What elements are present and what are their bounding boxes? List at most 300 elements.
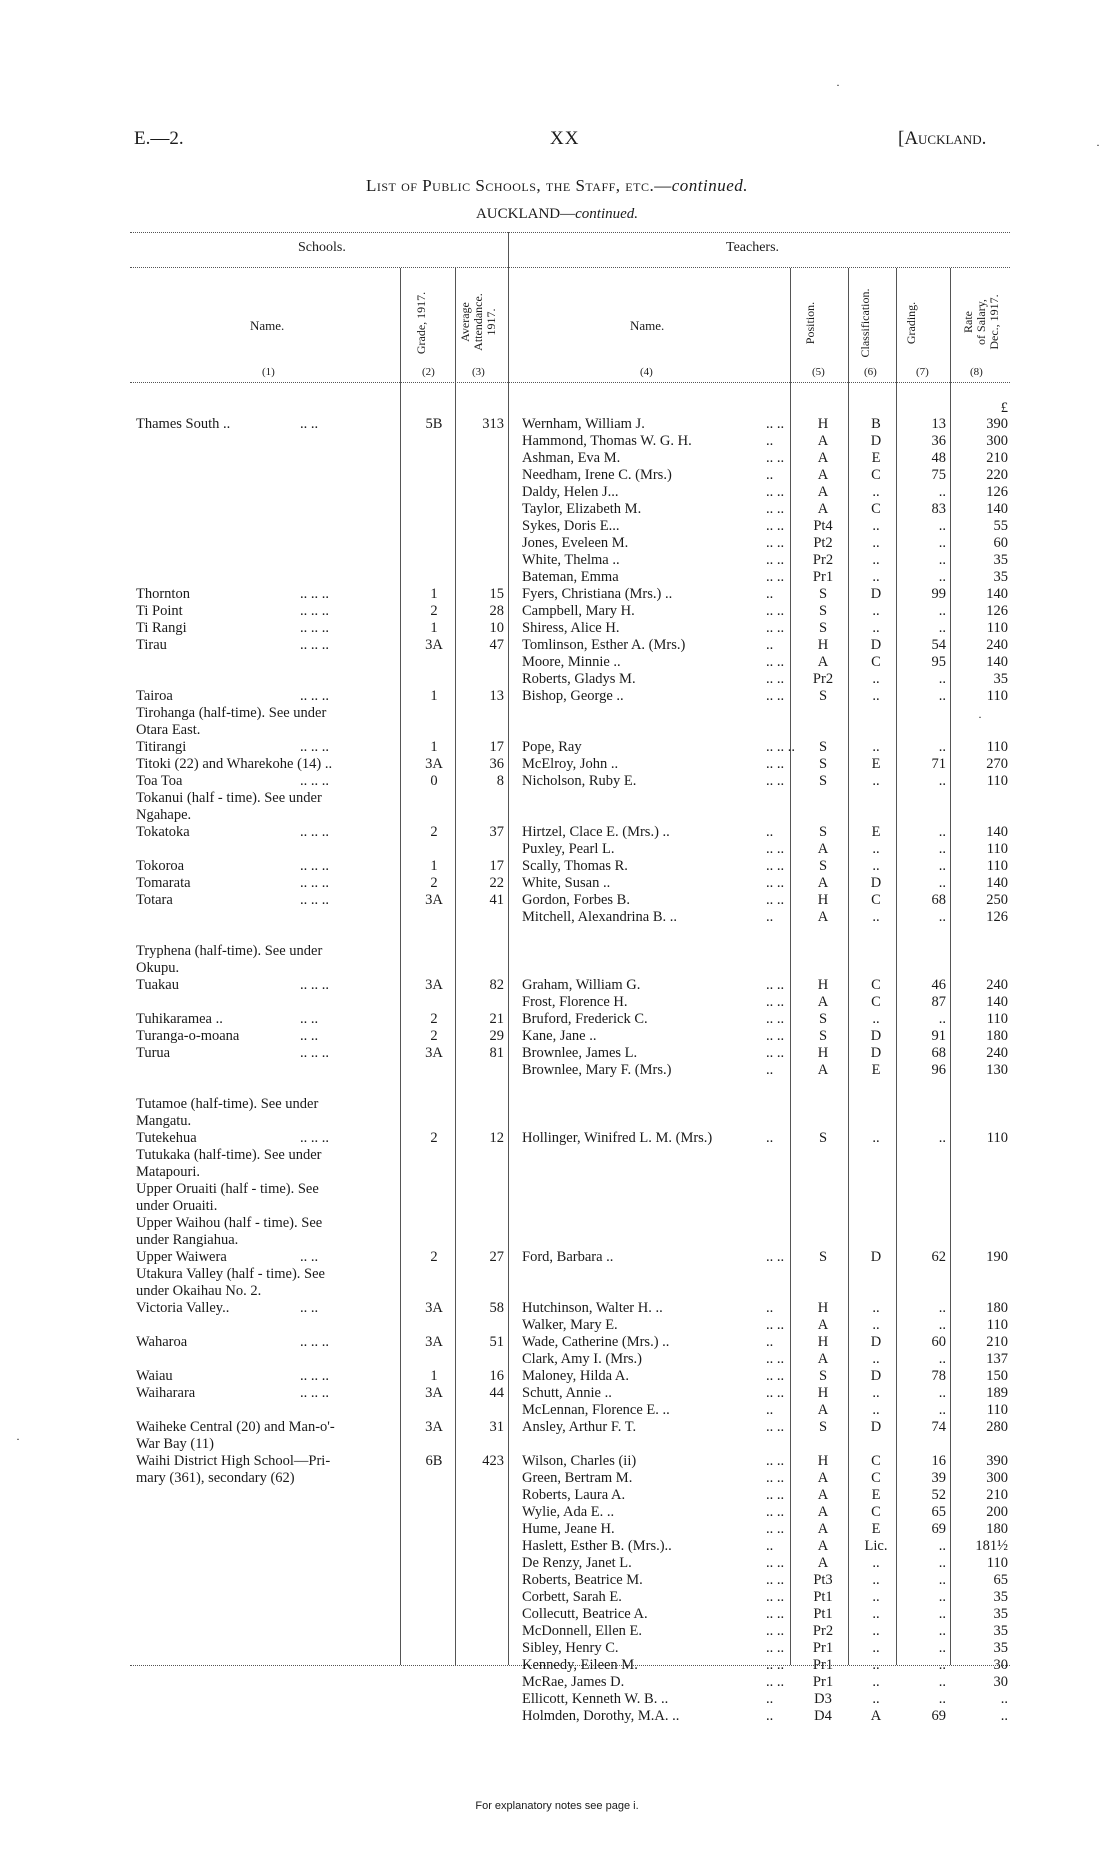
teacher-name: Needham, Irene C. (Mrs.) (522, 467, 672, 483)
classification-value: C (871, 892, 881, 908)
attendance-value: 44 (489, 1385, 504, 1401)
grading-value: .. (938, 1351, 946, 1367)
column-number: (3) (472, 366, 485, 378)
table-row (0, 1521, 1114, 1538)
teacher-name: Ford, Barbara .. (522, 1249, 614, 1265)
leader-dots: .. .. (766, 416, 785, 432)
leader-dots: .. .. (766, 603, 785, 619)
grading-value: 52 (931, 1487, 946, 1503)
table-row (0, 1691, 1114, 1708)
teacher-name: Ashman, Eva M. (522, 450, 621, 466)
grading-value: .. (938, 875, 946, 891)
school-leader-dots: .. .. .. (300, 620, 329, 636)
school-name: Upper Oruaiti (half - time). See (136, 1181, 319, 1197)
position-value: H (817, 1300, 829, 1316)
table-row (0, 1028, 1114, 1045)
leader-dots: .. .. (766, 1249, 785, 1265)
classification-value: .. (872, 1300, 880, 1316)
salary-value: 110 (986, 1402, 1008, 1418)
teacher-name: Hirtzel, Clace E. (Mrs.) .. (522, 824, 670, 840)
table-row (0, 858, 1114, 875)
school-leader-dots: .. .. (300, 416, 319, 432)
teacher-name: Tomlinson, Esther A. (Mrs.) (522, 637, 686, 653)
classification-value: C (871, 1470, 881, 1486)
classification-value: C (871, 1504, 881, 1520)
position-value: S (818, 1028, 828, 1044)
position-value: A (817, 501, 829, 517)
school-leader-dots: .. .. (300, 1249, 319, 1265)
teacher-name: Roberts, Beatrice M. (522, 1572, 643, 1588)
position-heading: Position. (803, 301, 817, 345)
grading-value: .. (938, 603, 946, 619)
salary-value: .. (1000, 1708, 1008, 1724)
teacher-name: Hutchinson, Walter H. .. (522, 1300, 663, 1316)
teacher-name: Holmden, Dorothy, M.A. .. (522, 1708, 680, 1724)
table-row (0, 909, 1114, 926)
position-value: S (818, 1249, 828, 1265)
position-value: Pt1 (813, 1589, 833, 1605)
leader-dots: .. .. (766, 1657, 785, 1673)
grading-value: 87 (931, 994, 946, 1010)
school-leader-dots: .. .. .. (300, 1385, 329, 1401)
table-row (0, 773, 1114, 790)
school-name: Tokanui (half - time). See under (136, 790, 322, 806)
salary-value: 110 (986, 620, 1008, 636)
attendance-value: 15 (489, 586, 504, 602)
table-row (0, 1708, 1114, 1725)
margin-mark: · (978, 710, 982, 724)
attendance-value: 81 (489, 1045, 504, 1061)
teachers-group-heading: Teachers. (726, 240, 780, 255)
school-name: Mangatu. (136, 1113, 192, 1129)
school-leader-dots: .. .. .. (300, 977, 329, 993)
classification-value: .. (872, 1385, 880, 1401)
grade-value: 1 (430, 620, 438, 636)
attendance-value: 21 (489, 1011, 504, 1027)
school-name: Thames South .. (136, 416, 231, 432)
salary-value: 250 (986, 892, 1008, 908)
salary-value: 30 (993, 1657, 1008, 1673)
teacher-name: Scally, Thomas R. (522, 858, 628, 874)
salary-value: 30 (993, 1674, 1008, 1690)
table-row (0, 518, 1114, 535)
classification-value: Lic. (864, 1538, 888, 1554)
attendance-value: 28 (489, 603, 504, 619)
classification-value: .. (872, 484, 880, 500)
school-name: Ti Point (136, 603, 183, 619)
salary-value: 65 (993, 1572, 1008, 1588)
table-row (0, 450, 1114, 467)
classification-value: .. (872, 739, 880, 755)
salary-value: 35 (993, 671, 1008, 687)
table-row (0, 1283, 1114, 1300)
classification-value: .. (872, 671, 880, 687)
salary-value: 140 (986, 586, 1008, 602)
table-row (0, 1589, 1114, 1606)
teacher-name: Wilson, Charles (ii) (522, 1453, 637, 1469)
position-value: A (817, 1062, 829, 1078)
classification-value: D (870, 433, 882, 449)
school-name: Ti Rangi (136, 620, 187, 636)
grade-value: 2 (430, 603, 438, 619)
position-value: H (817, 1453, 829, 1469)
table-row (0, 1606, 1114, 1623)
classification-value: .. (872, 1606, 880, 1622)
table-row (0, 1623, 1114, 1640)
table-row (0, 467, 1114, 484)
grading-value: .. (938, 739, 946, 755)
salary-value: 137 (986, 1351, 1008, 1367)
position-value: A (817, 909, 829, 925)
leader-dots: .. (766, 1708, 774, 1724)
column-number: (6) (864, 366, 877, 378)
teacher-name: Daldy, Helen J... (522, 484, 619, 500)
teacher-name: McLennan, Florence E. .. (522, 1402, 670, 1418)
grading-value: 99 (931, 586, 946, 602)
salary-value: 280 (986, 1419, 1008, 1435)
position-value: Pr1 (812, 1657, 834, 1673)
table-row (0, 1317, 1114, 1334)
grading-value: .. (938, 688, 946, 704)
classification-value: E (871, 824, 881, 840)
table-row (0, 671, 1114, 688)
classification-value: .. (872, 688, 880, 704)
school-name-heading: Name. (250, 318, 285, 333)
school-name: under Oruaiti. (136, 1198, 218, 1214)
position-value: A (817, 1470, 829, 1486)
position-value: Pt1 (813, 1606, 833, 1622)
teacher-name: Gordon, Forbes B. (522, 892, 630, 908)
school-name: Upper Waiwera (136, 1249, 227, 1265)
teacher-name: Sykes, Doris E... (522, 518, 620, 534)
grade-value: 3A (425, 1300, 443, 1316)
table-row (0, 620, 1114, 637)
leader-dots: .. (766, 909, 774, 925)
teacher-name: Pope, Ray (522, 739, 582, 755)
salary-value: 181½ (975, 1538, 1008, 1554)
table-row (0, 1453, 1114, 1470)
position-value: Pr1 (812, 1640, 834, 1656)
grading-value: 16 (931, 1453, 946, 1469)
header-bottom-rule (130, 382, 1010, 383)
leader-dots: .. (766, 467, 774, 483)
school-name: Tokatoka (136, 824, 190, 840)
classification-value: .. (872, 620, 880, 636)
position-value: S (818, 858, 828, 874)
salary-value: 35 (993, 1623, 1008, 1639)
salary-value: 35 (993, 569, 1008, 585)
position-value: A (817, 841, 829, 857)
leader-dots: .. .. (766, 552, 785, 568)
leader-dots: .. .. (766, 1572, 785, 1588)
school-name: Tutukaka (half-time). See under (136, 1147, 322, 1163)
grade-value: 1 (430, 1368, 438, 1384)
salary-value: 240 (986, 637, 1008, 653)
classification-value: .. (872, 1351, 880, 1367)
leader-dots: .. .. (766, 1555, 785, 1571)
teacher-name: Jones, Eveleen M. (522, 535, 629, 551)
attendance-value: 36 (489, 756, 504, 772)
table-row (0, 705, 1114, 722)
grading-value: .. (938, 1589, 946, 1605)
grade-value: 2 (430, 875, 438, 891)
classification-value: C (871, 467, 881, 483)
teacher-name: Ansley, Arthur F. T. (522, 1419, 637, 1435)
grading-value: .. (938, 1606, 946, 1622)
position-value: A (817, 1538, 829, 1554)
margin-mark: · (1096, 138, 1100, 152)
position-value: H (817, 1334, 829, 1350)
grading-value: 96 (931, 1062, 946, 1078)
classification-value: D (870, 586, 882, 602)
grading-value: 54 (931, 637, 946, 653)
district-subtitle-text: AUCKLAND— (475, 206, 576, 222)
classification-value: .. (872, 603, 880, 619)
table-row (0, 1113, 1114, 1130)
position-value: D4 (814, 1708, 832, 1724)
list-title-text: List of Public Schools, the Staff, etc.— (365, 176, 672, 195)
school-leader-dots: .. .. (300, 1300, 319, 1316)
grading-value: 65 (931, 1504, 946, 1520)
table-row (0, 960, 1114, 977)
school-name: Matapouri. (136, 1164, 201, 1180)
position-value: A (817, 1317, 829, 1333)
school-name: Tutamoe (half-time). See under (136, 1096, 319, 1112)
attendance-value: 37 (489, 824, 504, 840)
teacher-name: Collecutt, Beatrice A. (522, 1606, 648, 1622)
salary-value: 126 (986, 484, 1008, 500)
column-number: (2) (422, 366, 435, 378)
school-name: Tutekehua (136, 1130, 197, 1146)
grade-value: 0 (430, 773, 438, 789)
school-leader-dots: .. .. .. (300, 603, 329, 619)
school-leader-dots: .. .. .. (300, 773, 329, 789)
teacher-name: Brownlee, Mary F. (Mrs.) (522, 1062, 672, 1078)
leader-dots: .. .. (766, 1317, 785, 1333)
teacher-name: Hollinger, Winifred L. M. (Mrs.) (522, 1130, 713, 1146)
leader-dots: .. (766, 824, 774, 840)
salary-value: 110 (986, 773, 1008, 789)
grading-value: .. (938, 569, 946, 585)
teacher-name: McRae, James D. (522, 1674, 625, 1690)
page-code: E.—2. (134, 128, 184, 149)
grading-value: .. (938, 1402, 946, 1418)
attendance-value: 17 (489, 858, 504, 874)
grade-value: 3A (425, 892, 443, 908)
grade-value: 3A (425, 1045, 443, 1061)
teacher-name: De Renzy, Janet L. (522, 1555, 632, 1571)
table-row (0, 1181, 1114, 1198)
school-name: Turanga-o-moana (136, 1028, 240, 1044)
school-leader-dots: .. .. .. (300, 1130, 329, 1146)
grading-value: 74 (931, 1419, 946, 1435)
attendance-value: 27 (489, 1249, 504, 1265)
table-row (0, 1164, 1114, 1181)
table-row (0, 1572, 1114, 1589)
table-row (0, 552, 1114, 569)
position-value: A (817, 1555, 829, 1571)
salary-value: 200 (986, 1504, 1008, 1520)
grading-value: 36 (931, 433, 946, 449)
teacher-name: Wylie, Ada E. .. (522, 1504, 615, 1520)
teacher-name: Wade, Catherine (Mrs.) .. (522, 1334, 670, 1350)
grading-value: 39 (931, 1470, 946, 1486)
teacher-name: Kane, Jane .. (522, 1028, 597, 1044)
column-number: (1) (262, 366, 275, 378)
list-title (0, 176, 1114, 196)
margin-mark: · (836, 78, 840, 92)
leader-dots: .. .. (766, 1368, 785, 1384)
schools-group-heading: Schools. (298, 240, 346, 255)
grade-value: 5B (425, 416, 443, 432)
salary-value: 35 (993, 1640, 1008, 1656)
table-row (0, 1079, 1114, 1096)
grading-value: 71 (931, 756, 946, 772)
leader-dots: .. .. (766, 1504, 785, 1520)
school-leader-dots: .. .. .. (300, 892, 329, 908)
grading-value: .. (938, 518, 946, 534)
grading-value: 69 (931, 1521, 946, 1537)
school-name: Waiheke Central (20) and Man-o'- (136, 1419, 335, 1435)
leader-dots: .. .. (766, 1028, 785, 1044)
leader-dots: .. .. (766, 1606, 785, 1622)
grading-value: .. (938, 620, 946, 636)
position-value: Pr2 (812, 671, 834, 687)
attendance-value: 47 (489, 637, 504, 653)
grading-value: 13 (931, 416, 946, 432)
school-name: Waiau (136, 1368, 173, 1384)
table-row (0, 1368, 1114, 1385)
group-rule (130, 267, 1010, 268)
school-name: Toa Toa (136, 773, 183, 789)
school-leader-dots: .. .. (300, 1011, 319, 1027)
classification-value: .. (872, 1691, 880, 1707)
classification-value: C (871, 654, 881, 670)
teacher-name: Shiress, Alice H. (522, 620, 620, 636)
position-value: A (817, 994, 829, 1010)
position-value: Pt4 (813, 518, 833, 534)
table-row (0, 1674, 1114, 1691)
classification-value: E (871, 1062, 881, 1078)
grading-value: .. (938, 671, 946, 687)
classification-value: C (871, 501, 881, 517)
salary-value: 210 (986, 1487, 1008, 1503)
classification-value: .. (872, 1555, 880, 1571)
leader-dots: .. .. (766, 1589, 785, 1605)
grading-value: .. (938, 1623, 946, 1639)
school-name: Totara (136, 892, 173, 908)
table-row (0, 807, 1114, 824)
position-value: S (818, 1011, 828, 1027)
salary-value: 126 (986, 603, 1008, 619)
table-row (0, 1045, 1114, 1062)
salary-value: 110 (986, 688, 1008, 704)
salary-value: 110 (986, 858, 1008, 874)
leader-dots: .. .. (766, 569, 785, 585)
classification-value: D (870, 875, 882, 891)
leader-dots: .. (766, 1402, 774, 1418)
classification-value: .. (872, 535, 880, 551)
school-name: Otara East. (136, 722, 201, 738)
school-name: Waharoa (136, 1334, 188, 1350)
position-value: S (818, 739, 828, 755)
school-name: War Bay (11) (136, 1436, 215, 1452)
position-value: A (817, 1521, 829, 1537)
grade-value: 3A (425, 637, 443, 653)
position-value: A (817, 654, 829, 670)
position-value: A (817, 484, 829, 500)
teacher-name: Schutt, Annie .. (522, 1385, 612, 1401)
salary-value: 240 (986, 1045, 1008, 1061)
teacher-name: Sibley, Henry C. (522, 1640, 619, 1656)
table-row (0, 824, 1114, 841)
table-row (0, 1470, 1114, 1487)
school-name: Okupu. (136, 960, 180, 976)
salary-value: 110 (986, 739, 1008, 755)
position-value: D3 (814, 1691, 832, 1707)
position-value: S (818, 688, 828, 704)
position-value: S (818, 773, 828, 789)
table-row (0, 1504, 1114, 1521)
school-leader-dots: .. .. .. (300, 586, 329, 602)
school-name: under Rangiahua. (136, 1232, 239, 1248)
salary-value: 390 (986, 1453, 1008, 1469)
grade-value: 1 (430, 858, 438, 874)
teacher-name: Haslett, Esther B. (Mrs.).. (522, 1538, 672, 1554)
leader-dots: .. .. (766, 671, 785, 687)
school-name: Tokoroa (136, 858, 185, 874)
leader-dots: .. (766, 1130, 774, 1146)
position-value: Pr1 (812, 1674, 834, 1690)
grading-value: .. (938, 1317, 946, 1333)
attendance-value: 82 (489, 977, 504, 993)
position-value: Pr2 (812, 552, 834, 568)
position-value: H (817, 1385, 829, 1401)
classification-value: .. (872, 518, 880, 534)
grade-value: 2 (430, 1249, 438, 1265)
teacher-name: Moore, Minnie .. (522, 654, 621, 670)
attendance-value: 29 (489, 1028, 504, 1044)
grading-value: .. (938, 1640, 946, 1656)
school-leader-dots: .. .. .. (300, 1045, 329, 1061)
position-value: A (817, 450, 829, 466)
salary-value: 110 (986, 1011, 1008, 1027)
leader-dots: .. .. (766, 892, 785, 908)
teacher-name: Bruford, Frederick C. (522, 1011, 648, 1027)
leader-dots: .. .. (766, 1674, 785, 1690)
salary-value: 210 (986, 1334, 1008, 1350)
salary-value: 110 (986, 1130, 1008, 1146)
classification-value: D (870, 1419, 882, 1435)
teacher-name: Nicholson, Ruby E. (522, 773, 637, 789)
table-row (0, 654, 1114, 671)
school-leader-dots: .. .. .. (300, 875, 329, 891)
currency-row (0, 400, 1114, 417)
leader-dots: .. .. (766, 518, 785, 534)
school-leader-dots: .. .. .. (300, 858, 329, 874)
salary-value: 60 (993, 535, 1008, 551)
grading-value: .. (938, 858, 946, 874)
currency-symbol: £ (1000, 400, 1008, 416)
teacher-name: Taylor, Elizabeth M. (522, 501, 642, 517)
grading-value: .. (938, 824, 946, 840)
classification-value: .. (872, 1640, 880, 1656)
leader-dots: .. .. (766, 875, 785, 891)
grading-value: .. (938, 1385, 946, 1401)
leader-dots: .. (766, 586, 774, 602)
classification-value: .. (872, 1674, 880, 1690)
classification-value: .. (872, 552, 880, 568)
